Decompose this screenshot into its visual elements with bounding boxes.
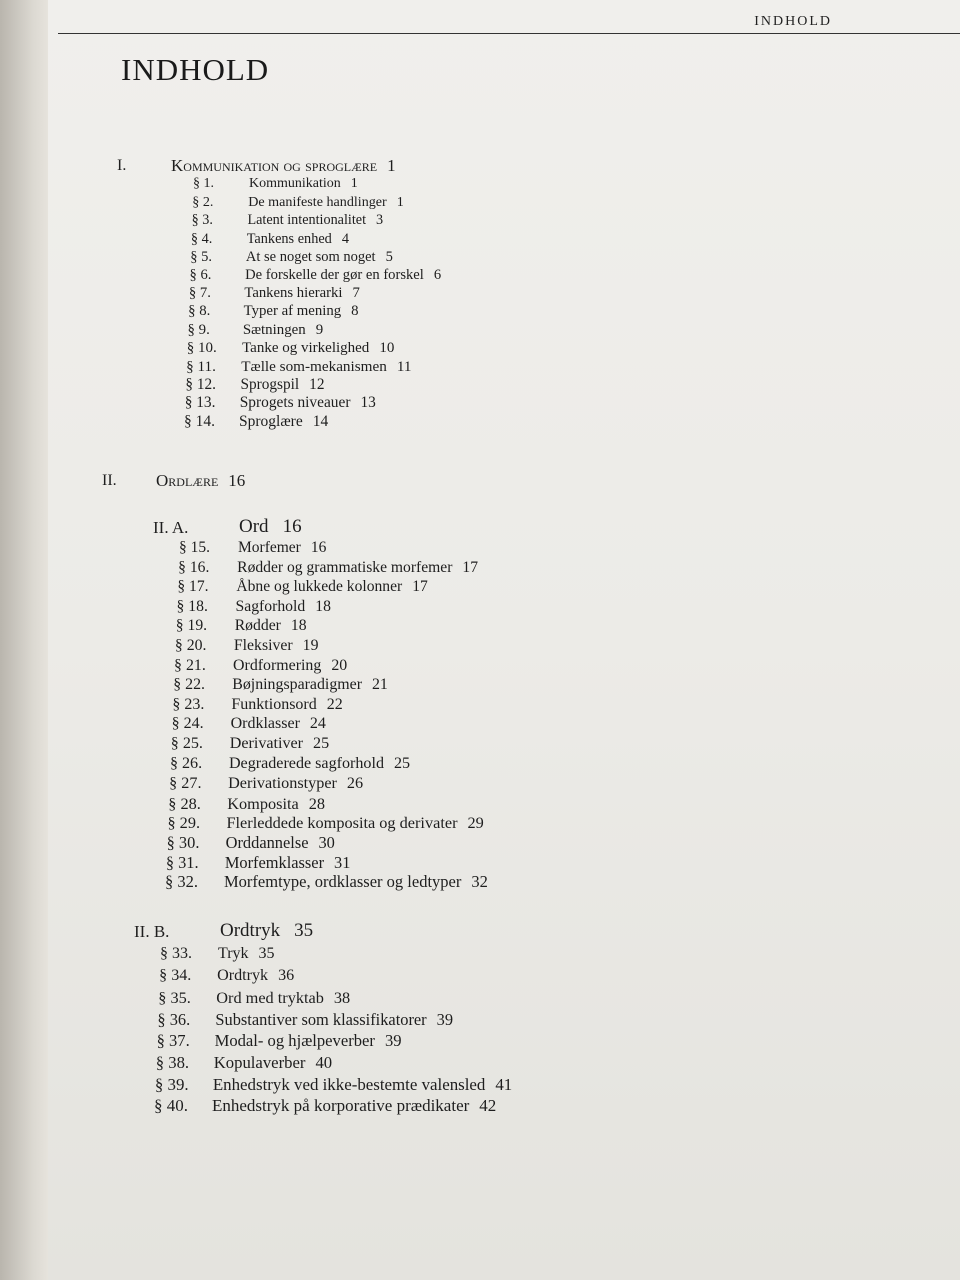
part-number: I.	[117, 157, 127, 174]
section-page: 3	[376, 212, 384, 229]
section-page: 4	[341, 230, 349, 247]
section-title: Morfemtype, ordklasser og ledtyper 32	[224, 872, 488, 892]
section-number: § 10.	[186, 339, 217, 356]
section-number: § 29.	[167, 813, 201, 833]
section-page: 13	[360, 394, 376, 412]
section-number: § 14.	[184, 412, 215, 430]
part-page: 16	[228, 471, 246, 490]
section-title: Tælle som-mekanismen 11	[241, 358, 412, 375]
subpart-page: 35	[294, 920, 314, 941]
section-page: 41	[495, 1074, 513, 1094]
section-page: 31	[334, 852, 351, 872]
section-number: § 32.	[165, 872, 198, 892]
section-page: 6	[433, 267, 442, 283]
section-title: Derivativer 25	[229, 735, 330, 752]
running-head: INDHOLD	[754, 14, 832, 29]
section-number: § 15.	[179, 539, 210, 556]
section-title: Sprogets niveauer 13	[239, 394, 376, 412]
section-page: 5	[385, 248, 393, 265]
section-title: Orddannelse 30	[225, 833, 335, 852]
section-page: 20	[331, 656, 348, 674]
section-number: § 30.	[166, 833, 200, 852]
section-number: § 11.	[186, 358, 216, 375]
section-number: § 38.	[155, 1053, 190, 1072]
section-page: 11	[396, 358, 412, 375]
section-number: § 9.	[187, 321, 210, 338]
section-page: 16	[310, 539, 327, 556]
section-title: Derivationstyper 26	[228, 774, 364, 793]
toc-page	[48, 0, 960, 1280]
section-title: Rødder og grammatiske morfemer 17	[237, 558, 478, 576]
section-number: § 21.	[174, 656, 206, 674]
section-number: § 13.	[184, 394, 216, 412]
page-title: INDHOLD	[121, 52, 270, 87]
section-number: § 25.	[170, 735, 203, 752]
section-number: § 35.	[158, 988, 191, 1008]
section-page: 39	[384, 1031, 402, 1051]
section-number: § 36.	[157, 1009, 191, 1029]
section-title: Tanke og virkelighed 10	[242, 339, 395, 356]
section-number: § 31.	[165, 852, 199, 872]
section-title: Latent intentionalitet 3	[247, 212, 384, 229]
section-number: § 7.	[188, 285, 211, 302]
section-number: § 19.	[175, 617, 208, 635]
section-page: 39	[436, 1009, 454, 1029]
section-page: 7	[352, 285, 360, 302]
section-page: 17	[462, 558, 478, 576]
section-number: § 2.	[192, 194, 214, 211]
section-title: Typer af mening 8	[243, 303, 359, 320]
section-page: 17	[412, 578, 428, 596]
section-page: 28	[308, 793, 326, 813]
section-number: § 22.	[173, 676, 206, 694]
section-number: § 28.	[168, 793, 201, 813]
book-spine	[0, 0, 48, 1280]
section-page: 12	[309, 376, 325, 394]
section-title: Sagforhold 18	[235, 597, 331, 615]
section-page: 38	[333, 988, 351, 1008]
section-number: § 1.	[193, 176, 214, 191]
section-number: § 24.	[171, 715, 204, 733]
section-page: 10	[379, 339, 395, 356]
section-number: § 16.	[178, 558, 210, 576]
section-title: Bøjningsparadigmer 21	[232, 676, 388, 694]
section-number: § 33.	[160, 945, 192, 962]
section-number: § 8.	[188, 303, 211, 320]
section-number: § 12.	[185, 376, 216, 394]
section-page: 14	[312, 412, 329, 430]
section-title: Degraderede sagforhold 25	[228, 754, 411, 772]
section-title: Morfemer 16	[238, 539, 327, 556]
section-title: Tankens hierarki 7	[244, 285, 360, 302]
section-page: 35	[258, 945, 275, 962]
section-number: § 6.	[189, 267, 212, 283]
section-title: Tryk 35	[218, 945, 275, 962]
subpart-number: II. B.	[134, 922, 170, 941]
section-page: 1	[350, 176, 358, 191]
section-page: 42	[479, 1096, 497, 1116]
section-title: De manifeste handlinger 1	[248, 194, 404, 211]
section-title: At se noget som noget 5	[245, 248, 393, 265]
subpart-number: II. A.	[153, 518, 189, 537]
part-page: 1	[387, 156, 396, 175]
section-number: § 4.	[190, 230, 213, 247]
subpart-page: 16	[282, 516, 302, 537]
section-page: 9	[315, 321, 324, 338]
section-title: Enhedstryk ved ikke-bestemte valensled 41	[212, 1074, 513, 1094]
section-page: 18	[315, 597, 331, 615]
section-title: Rødder 18	[234, 617, 307, 635]
section-number: § 17.	[177, 578, 209, 596]
section-page: 21	[371, 676, 388, 694]
section-page: 8	[351, 303, 359, 320]
section-page: 22	[326, 695, 343, 713]
section-number: § 37.	[156, 1031, 190, 1051]
section-title: Sætningen 9	[242, 321, 324, 338]
section-number: § 3.	[191, 212, 213, 229]
part-label: Kommunikation og sproglære 1	[171, 156, 396, 175]
section-page: 25	[394, 754, 411, 772]
section-number: § 34.	[159, 966, 192, 984]
section-page: 40	[315, 1053, 333, 1072]
section-number: § 20.	[174, 637, 207, 654]
part-number: II.	[102, 472, 117, 489]
section-number: § 18.	[176, 597, 208, 615]
section-title: Komposita 28	[227, 793, 326, 813]
section-title: Kommunikation 1	[249, 176, 358, 191]
section-title: Funktionsord 22	[231, 695, 343, 713]
section-title: Kopulaverber 40	[213, 1053, 333, 1072]
header-rule	[58, 33, 960, 34]
section-title: Sprogspil 12	[240, 376, 325, 394]
section-title: Ordtryk 36	[217, 966, 295, 984]
section-number: § 5.	[190, 248, 212, 265]
section-number: § 40.	[154, 1096, 188, 1116]
section-page: 1	[396, 194, 404, 211]
section-number: § 26.	[169, 754, 203, 772]
section-title: Ordklasser 24	[230, 715, 326, 733]
section-number: § 39.	[154, 1074, 189, 1094]
section-title: Morfemklasser 31	[224, 852, 351, 872]
section-page: 26	[346, 774, 364, 793]
part-label: Ordlære 16	[156, 471, 246, 490]
section-title: De forskelle der gør en forskel 6	[245, 267, 442, 283]
section-number: § 27.	[169, 774, 202, 793]
section-page: 30	[318, 833, 335, 852]
section-number: § 23.	[172, 695, 205, 713]
section-page: 18	[290, 617, 307, 635]
section-title: Sproglære 14	[239, 412, 329, 430]
section-title: Substantiver som klassifikatorer 39	[215, 1009, 454, 1029]
section-page: 19	[302, 637, 319, 654]
section-page: 24	[309, 715, 326, 733]
section-title: Tankens enhed 4	[246, 230, 349, 247]
section-title: Fleksiver 19	[233, 637, 319, 654]
section-title: Ordformering 20	[233, 656, 348, 674]
section-page: 25	[313, 735, 330, 752]
section-page: 32	[471, 872, 488, 892]
subpart-label: Ordtryk 35	[220, 920, 314, 941]
section-page: 36	[278, 966, 295, 984]
section-page: 29	[467, 813, 484, 833]
section-title: Enhedstryk på korporative prædikater 42	[212, 1096, 497, 1116]
section-title: Flerleddede komposita og derivater 29	[226, 813, 484, 833]
section-title: Åbne og lukkede kolonner 17	[236, 578, 428, 596]
section-title: Ord med tryktab 38	[216, 988, 351, 1008]
subpart-label: Ord 16	[239, 516, 302, 537]
section-title: Modal- og hjælpeverber 39	[214, 1031, 402, 1051]
